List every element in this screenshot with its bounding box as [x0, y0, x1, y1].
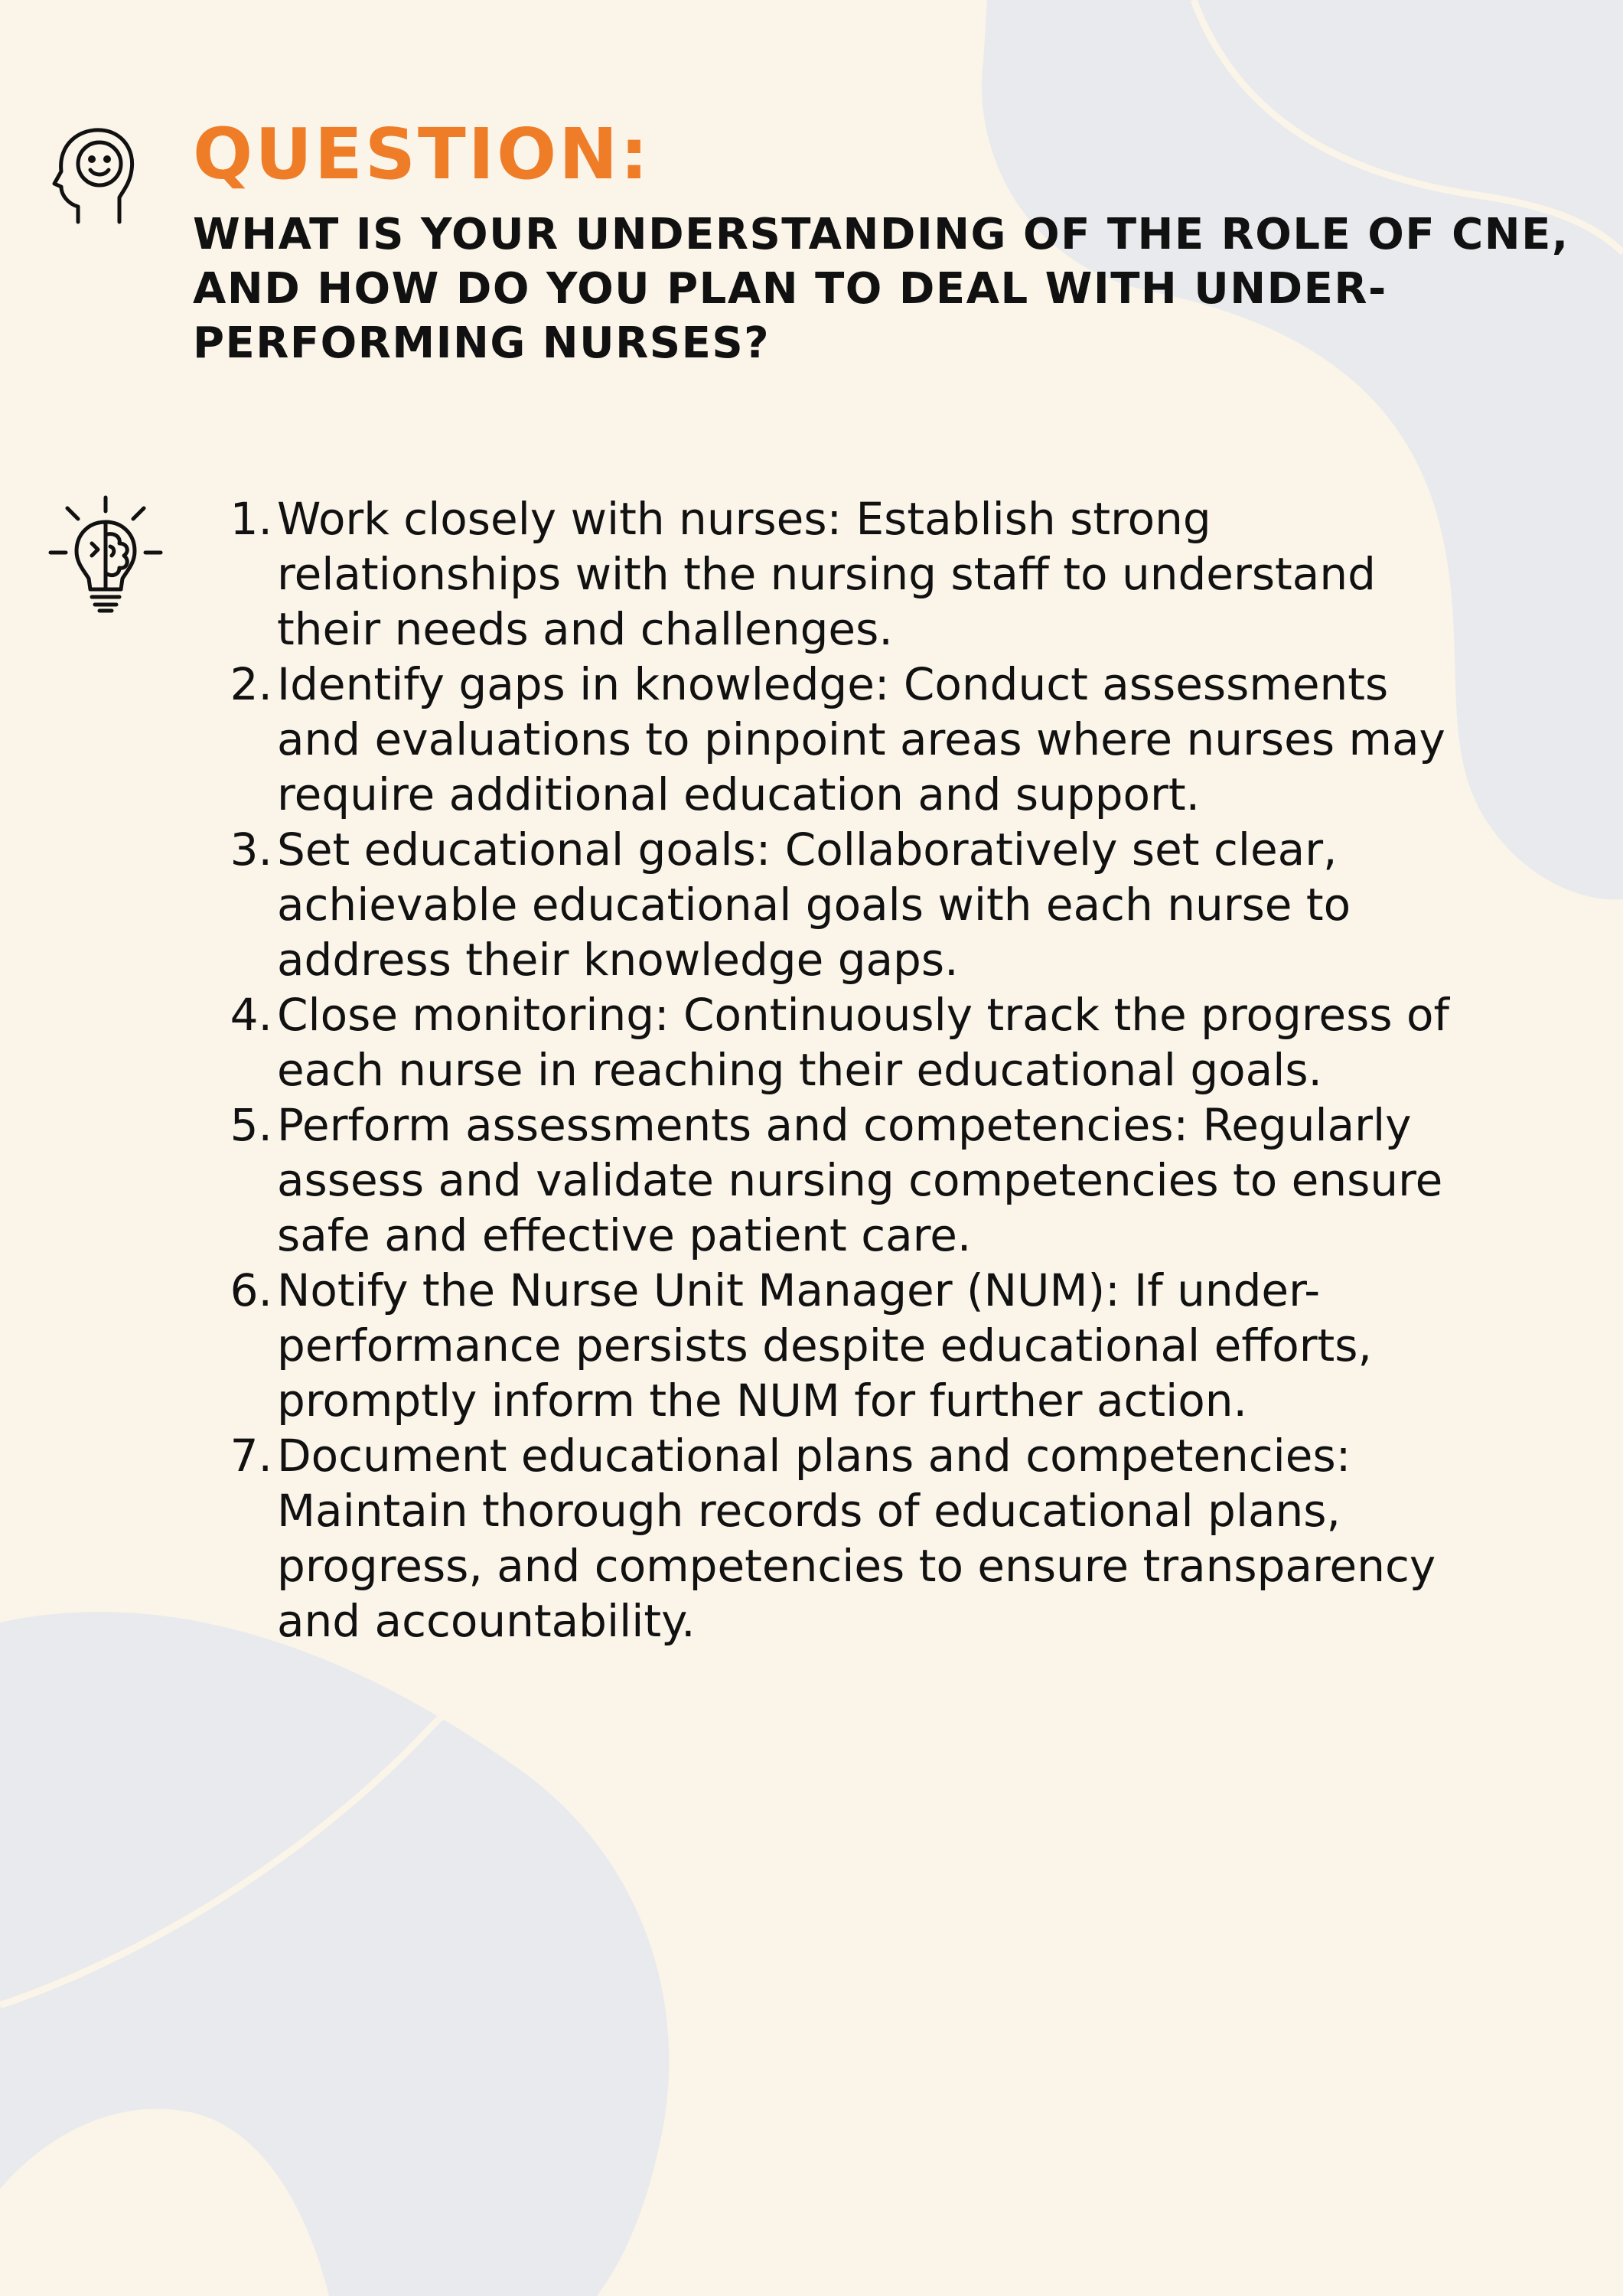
question-label: QUESTION: — [193, 113, 651, 195]
list-item-number: 5. — [230, 1099, 272, 1151]
list-item — [168, 822, 1469, 987]
list-item — [168, 1263, 1469, 1428]
list-item-text: Work closely with nurses: Establish strong relationships with the nursing staff to understand their needs and challenges. — [277, 493, 1376, 655]
list-item-number: 2. — [230, 658, 272, 710]
lightbulb-brain-icon — [44, 490, 167, 620]
list-item-number: 4. — [230, 989, 272, 1041]
list-item-number: 3. — [230, 823, 272, 876]
list-item — [168, 491, 1469, 657]
question-text: WHAT IS YOUR UNDERSTANDING OF THE ROLE OF CNE, AND HOW DO YOU PLAN TO DEAL WITH UNDER-PERFORMING NURSES? — [193, 210, 1569, 369]
list-item-text: Close monitoring: Continuously track the progress of each nurse in reaching their educational goals. — [277, 989, 1449, 1096]
list-item-number: 7. — [230, 1430, 272, 1482]
answer-list — [168, 491, 1469, 1649]
question-block — [193, 113, 1570, 370]
list-item-number: 6. — [230, 1264, 272, 1316]
list-item-text: Identify gaps in knowledge: Conduct assessments and evaluations to pinpoint areas where nurses may require additional education and support. — [277, 658, 1445, 820]
list-item — [168, 657, 1469, 822]
list-item — [168, 1097, 1469, 1263]
smiling-head-icon — [46, 121, 138, 228]
list-item — [168, 1428, 1469, 1649]
list-item-text: Perform assessments and competencies: Regularly assess and validate nursing competencies to ensure safe and effective patient care. — [277, 1099, 1443, 1261]
list-item-text: Notify the Nurse Unit Manager (NUM): If under-performance persists despite educational efforts, promptly inform the NUM for further action. — [277, 1264, 1372, 1427]
list-item — [168, 987, 1469, 1097]
list-item-number: 1. — [230, 493, 272, 545]
list-item-text: Set educational goals: Collaboratively set clear, achievable educational goals with each nurse to address their knowledge gaps. — [277, 823, 1351, 986]
list-item-text: Document educational plans and competencies: Maintain thorough records of educational plans, progress, and competencies to ensure transparency and accountability. — [277, 1430, 1436, 1647]
